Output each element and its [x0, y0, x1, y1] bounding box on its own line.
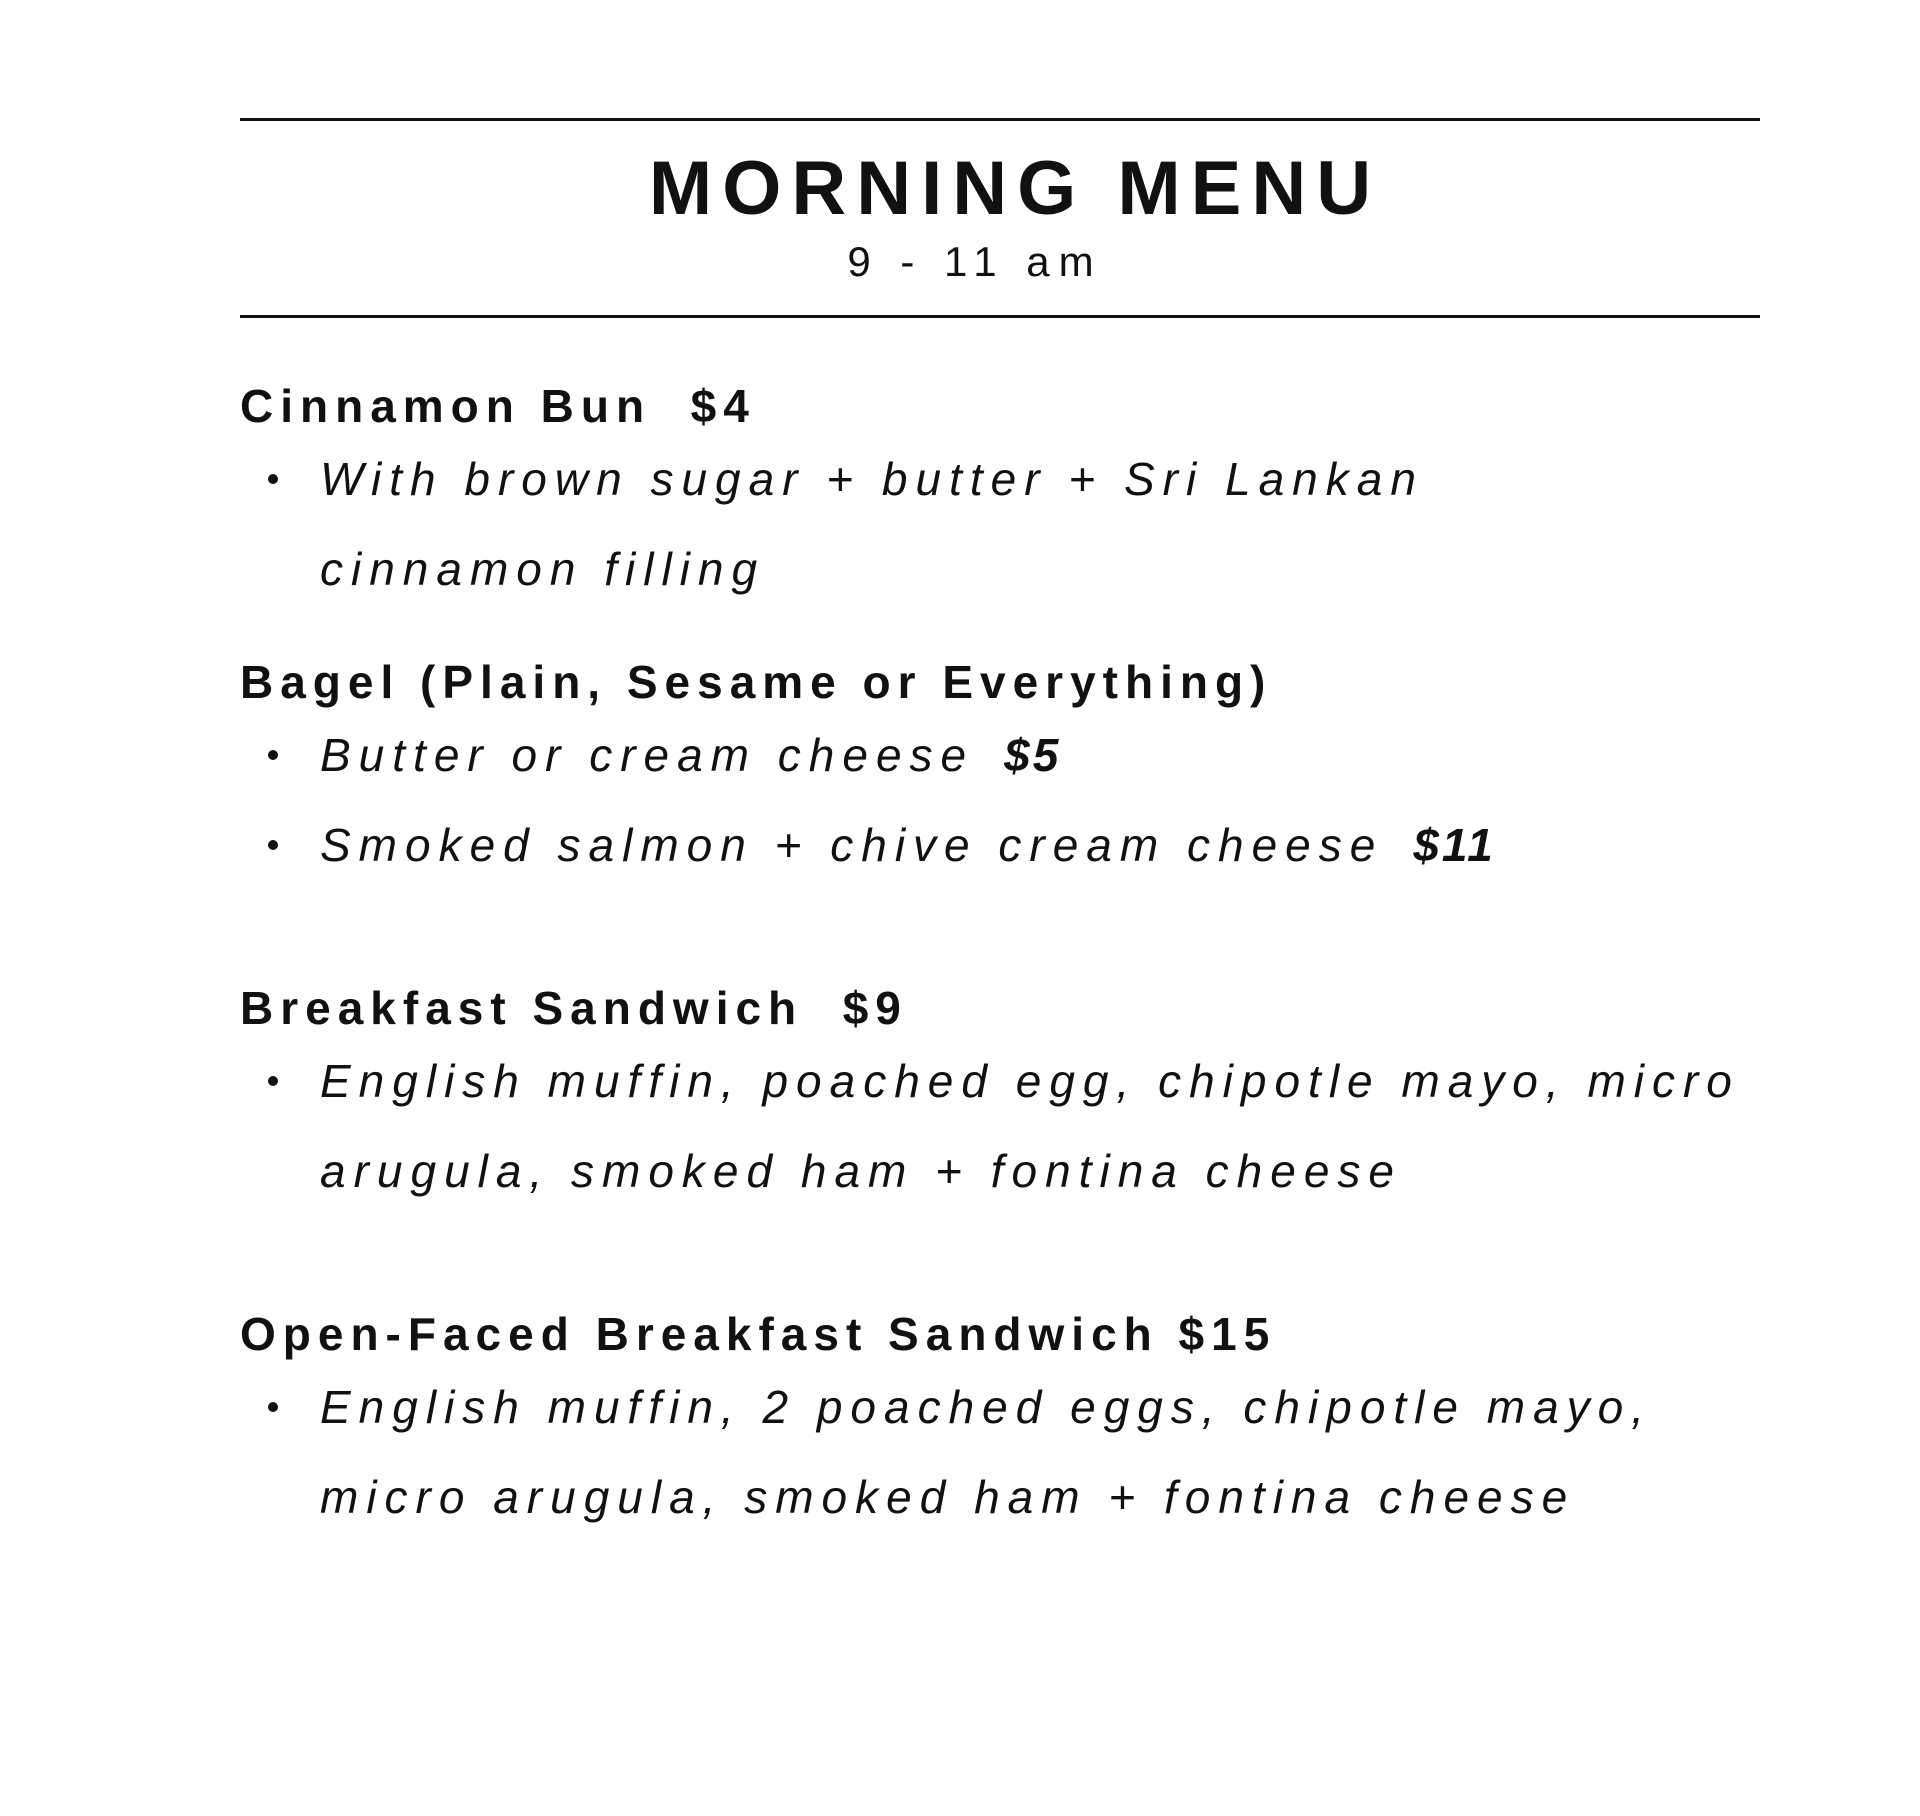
- menu-item-breakfast-sandwich: [240, 980, 1760, 1216]
- item-price: $5: [1004, 729, 1062, 781]
- item-title: Breakfast Sandwich $9: [240, 982, 908, 1034]
- item-title: Open-Faced Breakfast Sandwich $15: [240, 1308, 1277, 1360]
- menu-item-open-faced-breakfast-sandwich: [240, 1306, 1760, 1542]
- menu-item-bagel: [240, 654, 1760, 890]
- item-description-list: [240, 1036, 1760, 1216]
- item-description-list: [240, 1362, 1760, 1542]
- menu-item-cinnamon-bun: [240, 378, 1760, 614]
- list-item: [240, 1362, 1740, 1542]
- menu-hours: 9 - 11 am: [847, 238, 1103, 285]
- menu-page: [240, 118, 1760, 1542]
- menu-items: [240, 378, 1760, 1542]
- bullet-icon: [268, 750, 278, 760]
- item-description: English muffin, poached egg, chipotle mayo, micro arugula, smoked ham + fontina cheese: [320, 1055, 1740, 1197]
- item-description-list: [240, 710, 1760, 890]
- item-description: Butter or cream cheese: [320, 729, 975, 781]
- bullet-icon: [268, 1076, 278, 1086]
- menu-header: [240, 121, 1760, 315]
- menu-title: MORNING MENU: [648, 146, 1382, 231]
- item-description-list: [240, 434, 1760, 614]
- list-item: [240, 710, 1760, 800]
- item-description: English muffin, 2 poached eggs, chipotle mayo, micro arugula, smoked ham + fontina cheese: [320, 1381, 1653, 1523]
- bullet-icon: [268, 840, 278, 850]
- item-description: With brown sugar + butter + Sri Lankan cinnamon filling: [320, 453, 1424, 595]
- list-item: [240, 434, 1640, 614]
- item-price: $11: [1413, 819, 1496, 871]
- item-title: Cinnamon Bun $4: [240, 380, 756, 432]
- list-item: [240, 1036, 1760, 1216]
- item-title: Bagel (Plain, Sesame or Everything): [240, 656, 1273, 708]
- bullet-icon: [268, 1402, 278, 1412]
- list-item: [240, 800, 1760, 890]
- bullet-icon: [268, 474, 278, 484]
- item-description: Smoked salmon + chive cream cheese: [320, 819, 1384, 871]
- header-bottom-divider: [240, 315, 1760, 318]
